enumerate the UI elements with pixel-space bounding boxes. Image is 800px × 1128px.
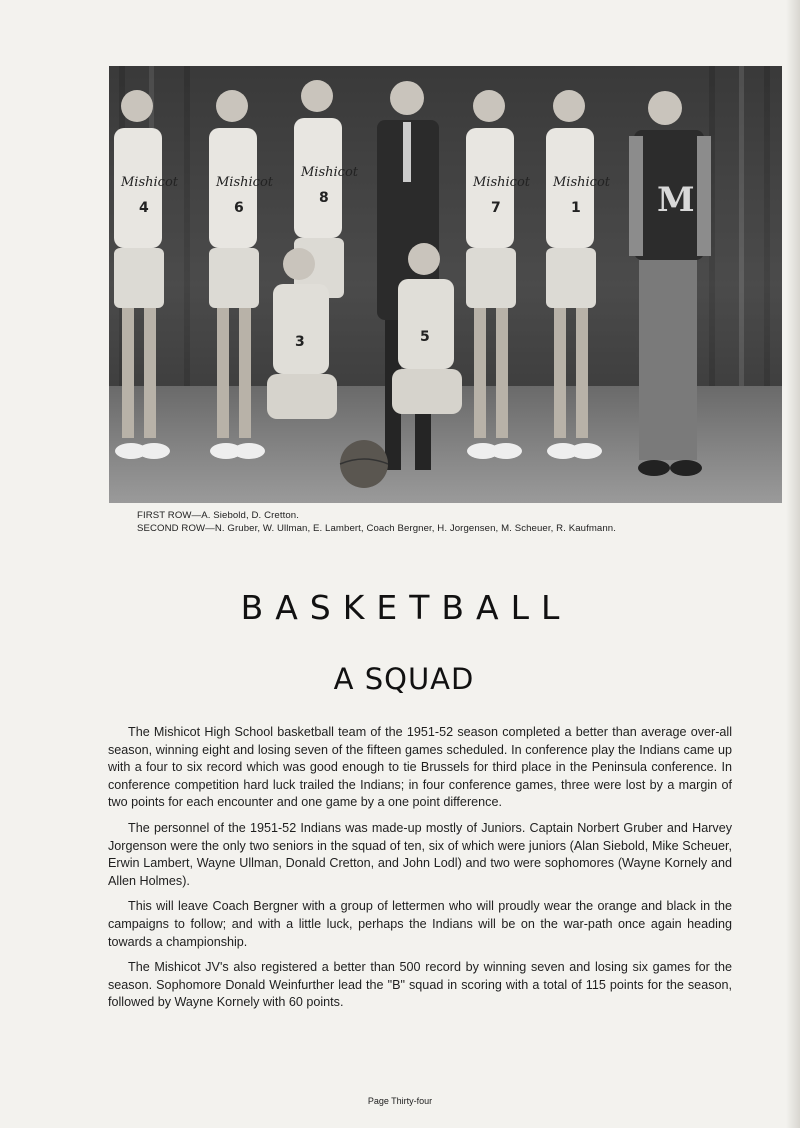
svg-text:Mishicot: Mishicot: [553, 175, 611, 190]
team-photo: [109, 66, 782, 503]
paragraph-1: The Mishicot High School basketball team of the 1951-52 season completed a better than average over-all season, winning eight and losing seven of the fifteen games scheduled. In conference play the Indians came up with a four to six record which was good enough to tie Brussels for third place in the Peninsula conference. In conference competition hard luck trailed the Indians; in four conference games, three were lost by a margin of two points for each encounter and one game by a one point difference.: [108, 725, 732, 810]
svg-text:M: M: [657, 180, 695, 220]
svg-text:8: 8: [319, 190, 329, 206]
page-edge-shadow: [786, 0, 800, 1128]
svg-text:Mishicot: Mishicot: [473, 175, 531, 190]
page-subtitle: A SQUAD: [333, 662, 475, 696]
svg-text:Mishicot: Mishicot: [121, 175, 179, 190]
photo-caption: [137, 509, 757, 535]
svg-text:1: 1: [571, 200, 581, 216]
paragraph-2: The personnel of the 1951-52 Indians was made-up mostly of Juniors. Captain Norbert Gruber and Harvey Jorgenson were the only two seniors in the squad of ten, six of which were juniors (Alan Siebold, Mike Scheuer, Erwin Lambert, Wayne Ullman, Donald Cretton, and John Lodl) and two were sophomores (Wayne Kornely and Allen Holmes).: [108, 820, 732, 888]
paragraph-3: This will leave Coach Bergner with a group of lettermen who will proudly wear the orange and black in the campaigns to follow; and with a little luck, perhaps the Indians will be on the war-path once again heading towards a championship.: [108, 899, 732, 949]
svg-text:5: 5: [420, 329, 430, 345]
caption-first-row: FIRST ROW—A. Siebold, D. Cretton.: [137, 510, 299, 521]
svg-text:Mishicot: Mishicot: [216, 175, 274, 190]
svg-text:Mishicot: Mishicot: [301, 165, 359, 180]
svg-text:3: 3: [295, 334, 305, 350]
svg-text:4: 4: [139, 200, 149, 216]
svg-text:6: 6: [234, 200, 244, 216]
caption-second-row: SECOND ROW—N. Gruber, W. Ullman, E. Lambert, Coach Bergner, H. Jorgensen, M. Scheuer, R. Kaufmann.: [137, 523, 617, 534]
team-photo-illustration: [109, 66, 782, 503]
page-number: Page Thirty-four: [367, 1096, 433, 1106]
article-body: [108, 724, 732, 1020]
paragraph-4: The Mishicot JV's also registered a better than 500 record by winning seven and losing six games for the season. Sophomore Donald Weinfurther lead the "B" squad in scoring with a total of 115 points for the season, followed by Wayne Kornely with 60 points.: [108, 960, 732, 1010]
basketball: [340, 440, 388, 488]
page-title: BASKETBALL: [240, 588, 572, 627]
svg-text:7: 7: [491, 200, 501, 216]
